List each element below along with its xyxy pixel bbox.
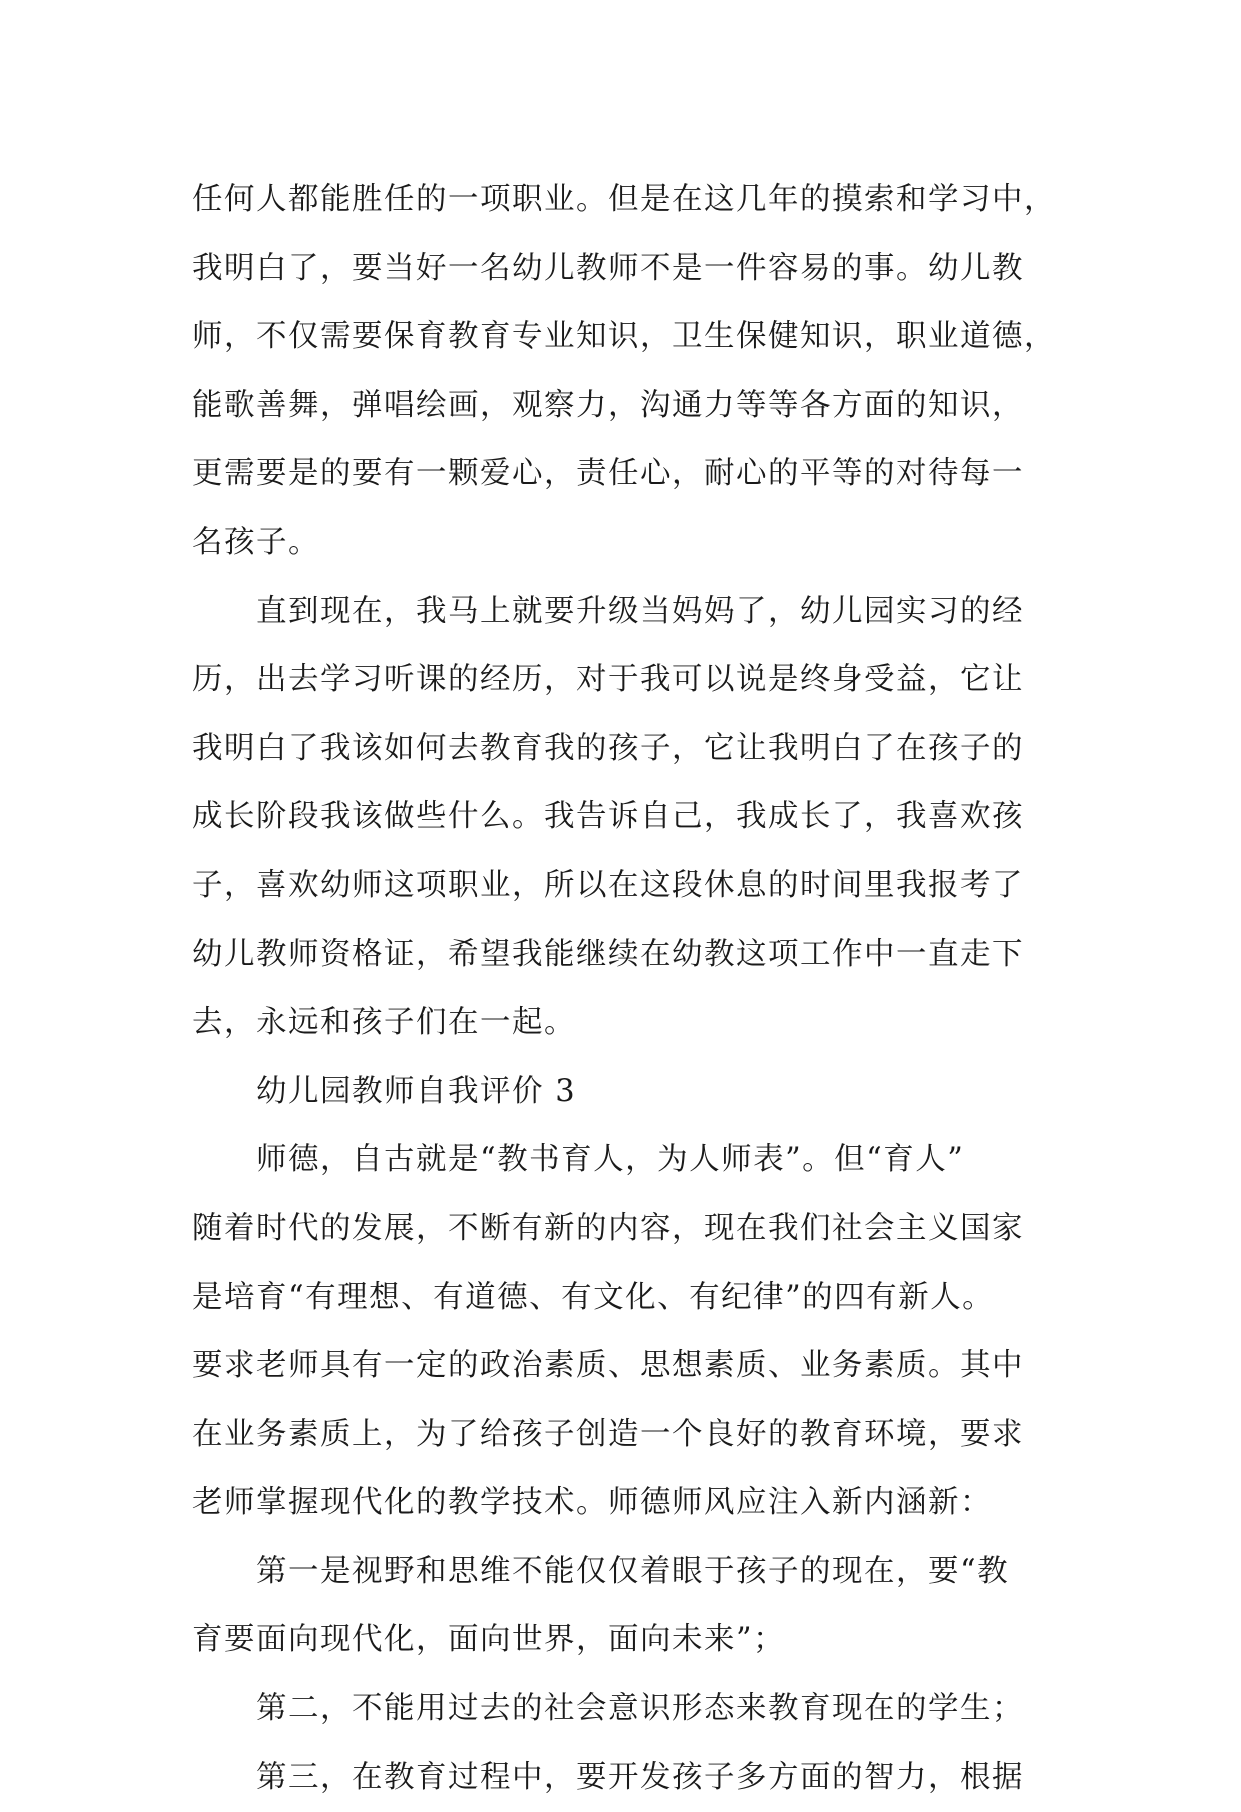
text-line: 是培育“有理想、有道德、有文化、有纪律”的四有新人。 bbox=[192, 1279, 995, 1315]
text-line: 能歌善舞，弹唱绘画，观察力，沟通力等等各方面的知识， bbox=[192, 387, 1024, 423]
text-line: 更需要是的要有一颗爱心，责任心，耐心的平等的对待每一 bbox=[192, 456, 1024, 492]
text-line: 历，出去学习听课的经历，对于我可以说是终身受益，它让 bbox=[192, 662, 1024, 698]
text-line: 第一是视野和思维不能仅仅着眼于孩子的现在，要“教 bbox=[256, 1553, 1010, 1589]
text-line: 要求老师具有一定的政治素质、思想素质、业务素质。其中 bbox=[192, 1348, 1024, 1384]
text-line: 随着时代的发展，不断有新的内容，现在我们社会主义国家 bbox=[192, 1210, 1024, 1246]
text-line: 任何人都能胜任的一项职业。但是在这几年的摸索和学习中， bbox=[192, 182, 1056, 217]
text-line: 育要面向现代化，面向世界，面向未来”； bbox=[192, 1622, 786, 1658]
text-line: 老师掌握现代化的教学技术。师德师风应注入新内涵新： bbox=[192, 1485, 992, 1521]
text-line: 师，不仅需要保育教育专业知识，卫生保健知识，职业道德， bbox=[192, 319, 1056, 355]
text-line: 子，喜欢幼师这项职业，所以在这段休息的时间里我报考了 bbox=[192, 867, 1024, 903]
text-line: 第三，在教育过程中，要开发孩子多方面的智力，根据 bbox=[256, 1759, 1024, 1795]
text-line: 我明白了，要当好一名幼儿教师不是一件容易的事。幼儿教 bbox=[192, 250, 1024, 286]
section-heading: 幼儿园教师自我评价 3 bbox=[256, 1073, 577, 1109]
text-line: 师德，自古就是“教书育人，为人师表”。但“育人” bbox=[256, 1142, 965, 1178]
text-line: 去，永远和孩子们在一起。 bbox=[192, 1005, 576, 1041]
text-line: 幼儿教师资格证，希望我能继续在幼教这项工作中一直走下 bbox=[192, 936, 1024, 972]
text-line: 第二，不能用过去的社会意识形态来教育现在的学生； bbox=[256, 1691, 1024, 1727]
body-text bbox=[192, 166, 1072, 1812]
text-line: 我明白了我该如何去教育我的孩子，它让我明白了在孩子的 bbox=[192, 730, 1024, 766]
text-line: 成长阶段我该做些什么。我告诉自己，我成长了，我喜欢孩 bbox=[192, 799, 1024, 835]
text-line: 在业务素质上，为了给孩子创造一个良好的教育环境，要求 bbox=[192, 1416, 1024, 1452]
text-line: 直到现在，我马上就要升级当妈妈了，幼儿园实习的经 bbox=[256, 593, 1024, 629]
text-line: 名孩子。 bbox=[192, 524, 320, 560]
